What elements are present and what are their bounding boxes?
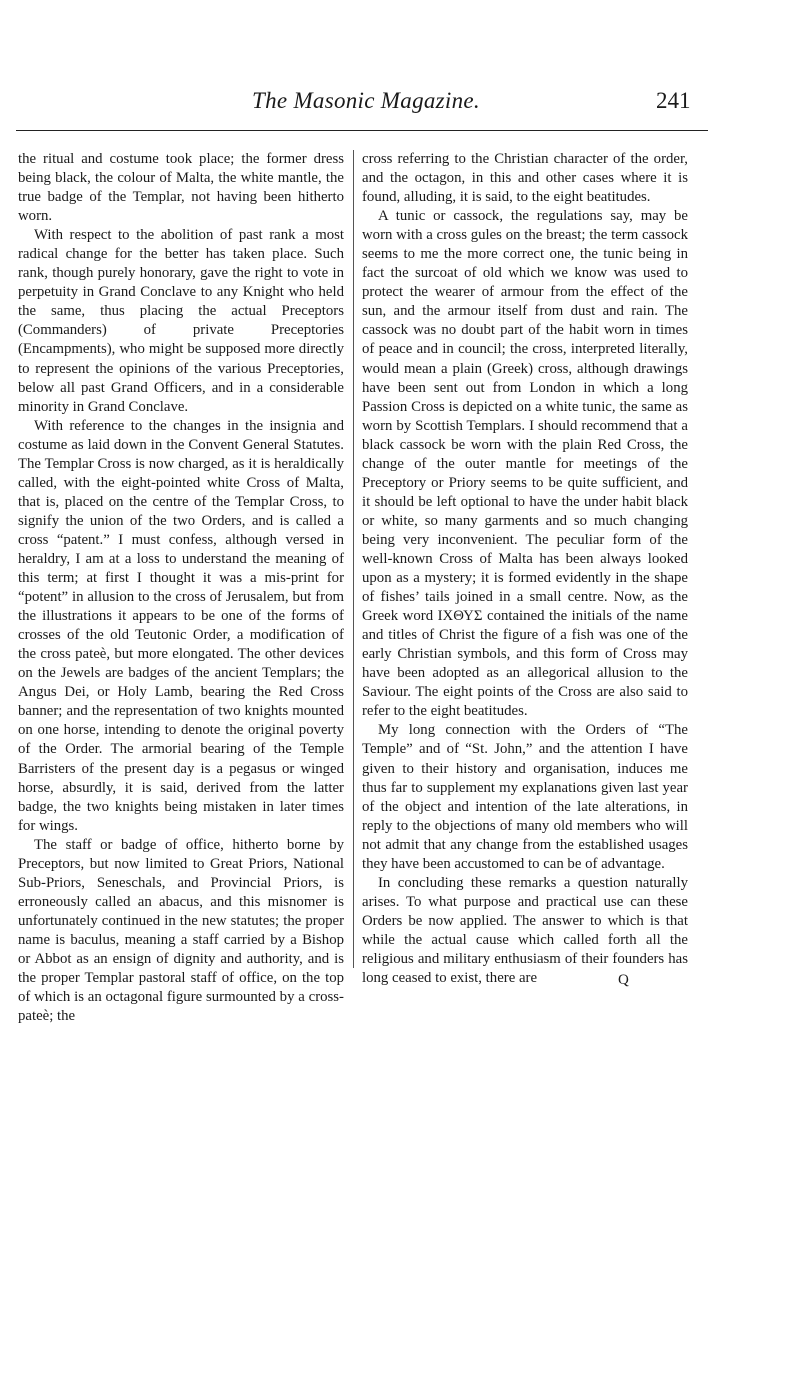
paragraph: In concluding these remarks a question naturally arises. To what purpose and practical use can these Orders be now applied. The answer to which is that while the actual cause which called forth all the religious and military enthusiasm of their founders has long ceased to exist, there are	[362, 874, 688, 987]
running-header	[16, 84, 710, 132]
page-title: The Masonic Magazine.	[252, 88, 480, 113]
left-column	[18, 150, 344, 1026]
paragraph: The staff or badge of office, hitherto borne by Preceptors, but now limited to Great Priors, National Sub-Priors, Seneschals, and Provincial Priors, is erroneously called an abacus, and this misnomer is unfortunately continued in the new statutes; the proper name is baculus, meaning a staff carried by a Bishop or Abbot as an ensign of dignity and authority, and is the proper Templar pastoral staff of office, on the top of which is an octagonal figure surmounted by a cross-pateè; the	[18, 836, 344, 1025]
paragraph: With respect to the abolition of past rank a most radical change for the better has taken place. Such rank, though purely honorary, gave the right to vote in perpetuity in Grand Conclave to any Knight who held the same, thus placing the actual Preceptors (Commanders) of private Preceptories (Encampments), who might be supposed more directly to represent the opinions of the various Preceptories, below all past Grand Officers, and in a considerable minority in Grand Conclave.	[18, 227, 344, 415]
page-number: 241	[656, 88, 691, 113]
paragraph: My long connection with the Orders of “The Temple” and of “St. John,” and the attention I have given to their history and organisation, induces me thus far to supplement my explanations given last year of the object and intention of the late alterations, in reply to the objections of many old members who will not admit that any change from the established usages they have been accustomed to can be of advantage.	[362, 722, 688, 872]
paragraph: the ritual and costume took place; the former dress being black, the colour of Malta, the white mantle, the true badge of the Templar, not having been hitherto worn.	[18, 151, 344, 225]
header-rule	[16, 130, 708, 131]
column-divider	[353, 150, 354, 968]
paragraph: A tunic or cassock, the regulations say, may be worn with a cross gules on the breast; the term cassock seems to me the more correct one, the tunic being in fact the surcoat of old which we know was used to protect the wearer of armour from the effect of the sun, and the armour itself from dust and rain. The cassock was no doubt part of the habit worn in times of peace and in council; the cross, interpreted literally, would mean a plain (Greek) cross, although drawings have been sent out from London in which a long Passion Cross is depicted on a white tunic, the same as worn by Scottish Templars. I should recommend that a black cassock be worn with the plain Red Cross, the change of the outer mantle for meetings of the Preceptory or Priory seems to be quite sufficient, and it should be left optional to have the under habit black or white, so many garments and so much changing being very inconvenient. The peculiar form of the well-known Cross of Malta has been always looked upon as a mystery; it is formed evidently in the shape of fishes’ tails joined in a small centre. Now, as the Greek word ΙΧΘΥΣ contained the initials of the name and titles of Christ the figure of a fish was one of the early Christian symbols, and this form of Cross may have been adopted as an allegorical allusion to the Saviour. The eight points of the Cross are also said to refer to the eight beatitudes.	[362, 208, 688, 720]
paragraph: cross referring to the Christian character of the order, and the octagon, in this and other cases where it is found, alluding, it is said, to the eight beatitudes.	[362, 151, 688, 206]
paragraph: With reference to the changes in the insignia and costume as laid down in the Convent General Statutes. The Templar Cross is now charged, as it is heraldically called, with the eight-pointed white Cross of Malta, that is, placed on the centre of the Templar Cross, to signify the union of the two Orders, and is called a cross “patent.” I must confess, although versed in heraldry, I am at a loss to understand the meaning of this term; at first I thought it was a mis-print for “potent” in allusion to the cross of Jerusalem, but from the illustrations it appears to be one of the forms of crosses of the old Teutonic Order, a modification of the cross pateè, but more elongated. The other devices on the Jewels are badges of the ancient Templars; the Angus Dei, or Holy Lamb, bearing the Red Cross banner; and the representation of two knights mounted on one horse, intending to denote the original poverty of the Order. The armorial bearing of the Temple Barristers of the present day is a pegasus or winged horse, absurdly, it is said, derived from the latter badge, the two knights being mistaken in later times for wings.	[18, 417, 344, 834]
signature-mark: Q	[618, 972, 629, 988]
right-column	[362, 150, 688, 988]
